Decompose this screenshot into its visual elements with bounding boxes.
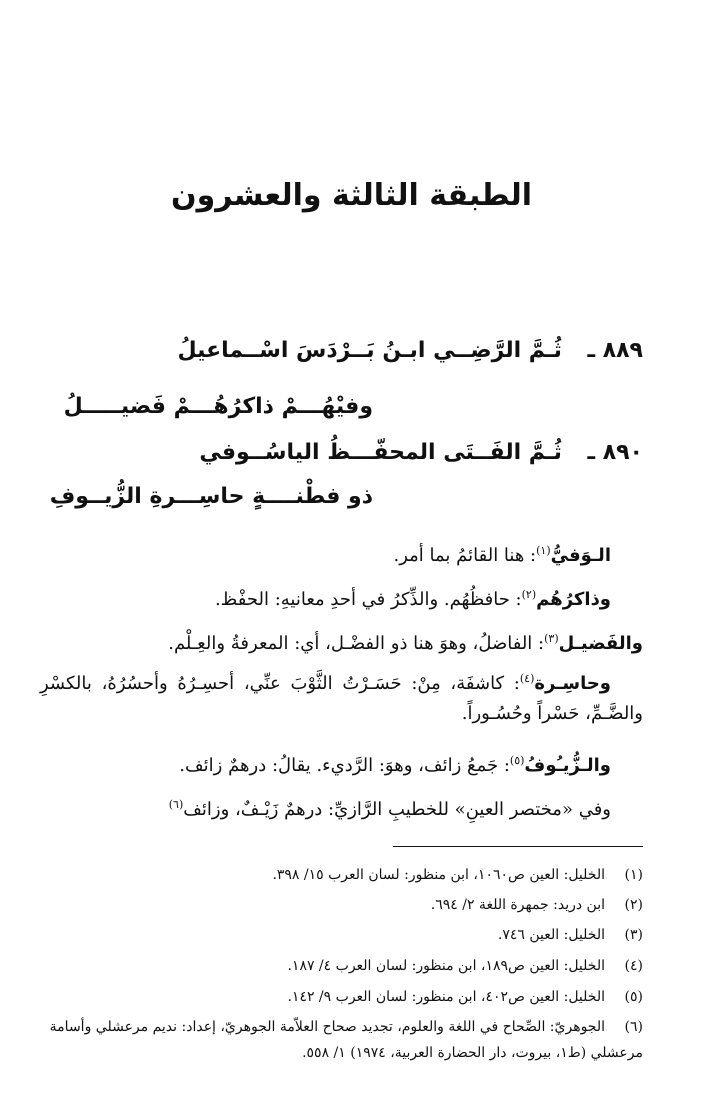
- verse-text: ذو فطْنــــةٍ حاسِـــرةِ الزُّيــوفِ: [49, 484, 373, 509]
- footnote-ref[interactable]: (٦): [168, 798, 184, 811]
- verse-number: ٨٩٠ ـ: [587, 440, 643, 465]
- verse-889-line1: [40, 338, 643, 363]
- footnote-text: الخليل: العين ص١٠٦٠، ابن منظور: لسان العرب ١٥/ ٣٩٨.: [272, 867, 605, 883]
- footnote-number: (١): [624, 867, 643, 883]
- verse-text: وفيْهُـــمْ ذاكرُهُـــمْ فَضيـــــلُ: [63, 394, 373, 419]
- footnote-6: [40, 1014, 643, 1066]
- gloss-zuyuf: [40, 746, 611, 781]
- gloss-text: : جَمعُ زائف، وهوَ: الرَّديء. يقالُ: درهمٌ زائف.: [179, 755, 510, 776]
- verse-889-line2: [40, 394, 373, 419]
- gloss-term: والـزُّيـُوفُ: [524, 755, 611, 776]
- gloss-mukhtasar: [40, 790, 611, 825]
- footnote-4: [40, 953, 643, 979]
- gloss-term: وحاسِـرة: [534, 673, 611, 694]
- page-title: الطبقة الثالثة والعشرون: [170, 178, 533, 213]
- footnote-number: (٣): [624, 927, 643, 943]
- footnote-number: (٤): [624, 958, 643, 974]
- footnote-1: [40, 862, 643, 888]
- gloss-wafi: [40, 536, 611, 571]
- footnote-text: الخليل: العين ص١٨٩، ابن منظور: لسان العرب ٤/ ١٨٧.: [287, 958, 605, 974]
- verse-890-line1: [40, 440, 643, 465]
- gloss-fadil: [40, 624, 643, 659]
- footnote-ref[interactable]: (٤): [519, 672, 535, 685]
- gloss-text: : حافظُهُم. والذِّكرُ في أحدِ معانيهِ: الحفْظ.: [214, 589, 522, 610]
- footnote-text: الخليل: العين ص٤٠٢، ابن منظور: لسان العرب ٩/ ١٤٢.: [287, 989, 605, 1005]
- footnote-number: (٢): [624, 897, 643, 913]
- footnote-5: [40, 984, 643, 1010]
- verse-890-line2: [40, 484, 373, 509]
- footnote-text: ابن دريد: جمهرة اللغة ٢/ ٦٩٤.: [430, 897, 605, 913]
- gloss-text: : هنا القائمُ بما أمر.: [393, 545, 537, 566]
- gloss-hasira: [40, 664, 643, 729]
- footnote-number: (٥): [624, 989, 643, 1005]
- footnote-3: [40, 922, 643, 948]
- footnote-ref[interactable]: (٥): [509, 754, 525, 767]
- gloss-text: وفي «مختصر العينِ» للخطيبِ الرَّازيِّ: درهمٌ زَيْـفٌ، وزائف: [183, 799, 611, 820]
- gloss-term: والفَضيـل: [558, 633, 643, 654]
- gloss-text: : الفاضلُ، وهوَ هنا ذو الفضْـل، أي: المعرفةُ والعِـلْم.: [168, 633, 545, 654]
- footnote-ref[interactable]: (١): [536, 544, 551, 557]
- gloss-text: : كاشفَة، مِنْ: حَسَـرْتُ الثَّوْبَ عنِّي، أحسِـرُهُ وأحسُرُهُ، بالكسْرِ والضَّـمِّ، حَسْراً وحُسُـوراً.: [40, 673, 643, 724]
- footnote-ref[interactable]: (٢): [521, 588, 537, 601]
- gloss-term: الـوَفيُّ: [550, 545, 611, 566]
- footnote-separator: [393, 846, 643, 847]
- verse-number: ٨٨٩ ـ: [587, 338, 643, 363]
- footnote-2: [40, 892, 643, 918]
- verse-text: ثُـمَّ الرَّضِــي ابـنُ بَــرْدَسَ اسْــماعيلُ: [177, 338, 562, 363]
- footnote-number: (٦): [624, 1019, 643, 1035]
- footnote-text: الخليل: العين ٧٤٦.: [497, 927, 605, 943]
- footnote-text: الجوهريّ: الصِّحاح في اللغة والعلوم، تجديد صحاح العلاّمة الجوهريّ، إعداد: نديم مرعشلي وأسامة مرعشلي (ط١، بيروت، دار الحضارة العربية، ١٩٧٤) ١/ ٥٥٨.: [49, 1019, 643, 1061]
- gloss-dhakiruhum: [40, 580, 611, 615]
- verse-text: ثُـمَّ الفَــتَى المحفّـــظُ الياسُــوفي: [199, 440, 562, 465]
- gloss-term: وذاكرُهُم: [536, 589, 611, 610]
- footnote-ref[interactable]: (٣): [544, 632, 559, 645]
